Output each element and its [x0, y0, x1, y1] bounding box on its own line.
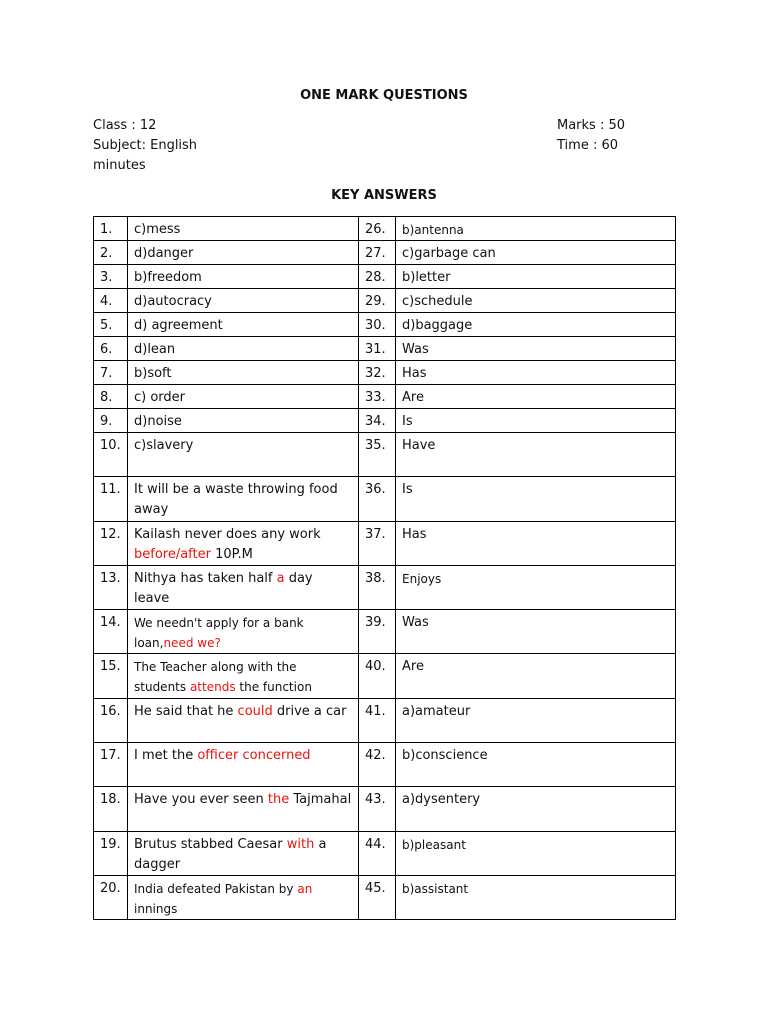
- answer-cell: [396, 409, 676, 433]
- question-number: 32.: [359, 361, 396, 385]
- time-label: Time : 60: [557, 138, 619, 153]
- answer-text: Brutus stabbed Caesar: [134, 837, 287, 852]
- table-row: [94, 361, 676, 385]
- answer-text: Have: [402, 438, 436, 453]
- answer-cell: [396, 522, 676, 566]
- table-row: [94, 217, 676, 241]
- highlighted-answer: need we?: [163, 636, 221, 650]
- question-number: 12.: [94, 522, 128, 566]
- answer-text: c) order: [134, 390, 186, 405]
- answer-cell: [128, 610, 359, 654]
- marks-label: Marks : 50: [557, 118, 626, 133]
- question-number: 40.: [359, 654, 396, 699]
- table-row: [94, 832, 676, 876]
- question-number: 2.: [94, 241, 128, 265]
- answer-cell: [396, 217, 676, 241]
- answer-text: innings: [134, 902, 178, 916]
- question-number: 45.: [359, 876, 396, 920]
- table-row: [94, 522, 676, 566]
- answer-cell: [396, 566, 676, 610]
- answer-key-body: [94, 217, 676, 920]
- question-number: 7.: [94, 361, 128, 385]
- answer-text: b)soft: [134, 366, 172, 381]
- question-number: 15.: [94, 654, 128, 699]
- table-row: [94, 566, 676, 610]
- answer-cell: [128, 289, 359, 313]
- answer-text: The Teacher along with the students: [134, 660, 297, 694]
- table-row: [94, 433, 676, 477]
- answer-text: b)freedom: [134, 270, 202, 285]
- question-number: 36.: [359, 477, 396, 522]
- answer-text: drive a car: [272, 704, 347, 719]
- answer-text: d)lean: [134, 342, 176, 357]
- answer-cell: [128, 217, 359, 241]
- answer-text: Is: [402, 482, 413, 497]
- exam-info-right: [557, 116, 625, 156]
- key-answers-heading: KEY ANSWERS: [331, 188, 437, 203]
- answer-text: Was: [402, 342, 429, 357]
- answer-text: Was: [402, 615, 429, 630]
- answer-cell: [396, 361, 676, 385]
- answer-text: d)baggage: [402, 318, 473, 333]
- answer-cell: [128, 433, 359, 477]
- answer-text: c)garbage can: [402, 246, 496, 261]
- table-row: [94, 289, 676, 313]
- question-number: 8.: [94, 385, 128, 409]
- highlighted-answer: the: [267, 792, 290, 807]
- highlighted-answer: attends: [189, 680, 236, 694]
- page-title: ONE MARK QUESTIONS: [300, 88, 468, 103]
- answer-cell: [396, 289, 676, 313]
- answer-text: Has: [402, 366, 427, 381]
- question-number: 1.: [94, 217, 128, 241]
- question-number: 17.: [94, 743, 128, 787]
- answer-text: a dagger: [134, 837, 327, 872]
- minutes-label: minutes: [93, 158, 146, 173]
- answer-text: a)amateur: [402, 704, 471, 719]
- highlighted-answer: before/after: [134, 547, 211, 562]
- table-row: [94, 654, 676, 699]
- question-number: 20.: [94, 876, 128, 920]
- answer-cell: [396, 699, 676, 743]
- question-number: 27.: [359, 241, 396, 265]
- question-number: 31.: [359, 337, 396, 361]
- answer-text: We needn't apply for a bank loan,: [134, 616, 304, 650]
- answer-cell: [396, 433, 676, 477]
- answer-text: Has: [402, 527, 427, 542]
- answer-cell: [128, 832, 359, 876]
- answer-cell: [128, 876, 359, 920]
- answer-cell: [128, 241, 359, 265]
- answer-text: Kailash never does any work: [134, 527, 321, 542]
- table-row: [94, 265, 676, 289]
- answer-text: He said that he: [134, 704, 238, 719]
- question-number: 28.: [359, 265, 396, 289]
- answer-cell: [128, 265, 359, 289]
- question-number: 35.: [359, 433, 396, 477]
- table-row: [94, 787, 676, 832]
- table-row: [94, 699, 676, 743]
- answer-text: Is: [402, 414, 413, 429]
- answer-cell: [128, 313, 359, 337]
- answer-text: Nithya has taken half: [134, 571, 277, 586]
- answer-cell: [128, 337, 359, 361]
- exam-info-left: [93, 116, 197, 176]
- answer-cell: [128, 522, 359, 566]
- answer-text: d)autocracy: [134, 294, 212, 309]
- question-number: 16.: [94, 699, 128, 743]
- question-number: 38.: [359, 566, 396, 610]
- answer-text: the function: [235, 680, 312, 694]
- highlighted-answer: officer concerned: [197, 748, 311, 763]
- question-number: 6.: [94, 337, 128, 361]
- answer-text: b)conscience: [402, 748, 488, 763]
- question-number: 9.: [94, 409, 128, 433]
- answer-cell: [128, 743, 359, 787]
- table-row: [94, 477, 676, 522]
- answer-text: d)danger: [134, 246, 194, 261]
- answer-text: c)slavery: [134, 438, 194, 453]
- answer-cell: [396, 337, 676, 361]
- answer-text: 10P.M: [210, 547, 253, 562]
- question-number: 42.: [359, 743, 396, 787]
- answer-cell: [396, 610, 676, 654]
- answer-cell: [396, 385, 676, 409]
- answer-key-table: [93, 216, 676, 920]
- table-row: [94, 876, 676, 920]
- highlighted-answer: with: [286, 837, 315, 852]
- answer-cell: [396, 654, 676, 699]
- question-number: 41.: [359, 699, 396, 743]
- answer-text: Enjoys: [402, 572, 442, 586]
- highlighted-answer: a: [276, 571, 285, 586]
- question-number: 14.: [94, 610, 128, 654]
- question-number: 30.: [359, 313, 396, 337]
- table-row: [94, 610, 676, 654]
- answer-text: d) agreement: [134, 318, 223, 333]
- answer-cell: [396, 787, 676, 832]
- answer-cell: [128, 699, 359, 743]
- subject-label: Subject: English: [93, 138, 198, 153]
- question-number: 39.: [359, 610, 396, 654]
- answer-text: a)dysentery: [402, 792, 481, 807]
- question-number: 11.: [94, 477, 128, 522]
- answer-cell: [128, 385, 359, 409]
- answer-text: b)assistant: [402, 882, 469, 896]
- answer-text: Are: [402, 390, 424, 405]
- answer-cell: [128, 477, 359, 522]
- question-number: 3.: [94, 265, 128, 289]
- answer-text: Have you ever seen: [134, 792, 268, 807]
- question-number: 18.: [94, 787, 128, 832]
- answer-text: Are: [402, 659, 424, 674]
- highlighted-answer: could: [237, 704, 273, 719]
- answer-text: b)pleasant: [402, 838, 466, 852]
- answer-text: d)noise: [134, 414, 182, 429]
- table-row: [94, 409, 676, 433]
- answer-text: India defeated Pakistan by: [134, 882, 298, 896]
- table-row: [94, 313, 676, 337]
- highlighted-answer: an: [297, 882, 313, 896]
- question-number: 13.: [94, 566, 128, 610]
- answer-cell: [396, 265, 676, 289]
- question-number: 4.: [94, 289, 128, 313]
- answer-cell: [396, 241, 676, 265]
- answer-text: b)letter: [402, 270, 451, 285]
- answer-text: It will be a waste throwing food away: [134, 482, 338, 517]
- answer-cell: [396, 832, 676, 876]
- answer-text: Tajmahal: [289, 792, 352, 807]
- answer-cell: [128, 566, 359, 610]
- table-row: [94, 241, 676, 265]
- answer-text: I met the: [134, 748, 198, 763]
- answer-cell: [396, 876, 676, 920]
- question-number: 29.: [359, 289, 396, 313]
- question-number: 10.: [94, 433, 128, 477]
- question-number: 33.: [359, 385, 396, 409]
- answer-cell: [396, 313, 676, 337]
- answer-text: b)antenna: [402, 223, 464, 237]
- question-number: 44.: [359, 832, 396, 876]
- answer-cell: [396, 477, 676, 522]
- answer-text: day leave: [134, 571, 313, 606]
- table-row: [94, 385, 676, 409]
- question-number: 26.: [359, 217, 396, 241]
- answer-text: c)schedule: [402, 294, 473, 309]
- answer-cell: [128, 787, 359, 832]
- question-number: 19.: [94, 832, 128, 876]
- question-number: 5.: [94, 313, 128, 337]
- question-number: 37.: [359, 522, 396, 566]
- answer-cell: [128, 654, 359, 699]
- question-number: 43.: [359, 787, 396, 832]
- answer-text: c)mess: [134, 222, 181, 237]
- answer-cell: [128, 409, 359, 433]
- table-row: [94, 743, 676, 787]
- answer-cell: [396, 743, 676, 787]
- class-label: Class : 12: [93, 118, 157, 133]
- question-number: 34.: [359, 409, 396, 433]
- table-row: [94, 337, 676, 361]
- answer-cell: [128, 361, 359, 385]
